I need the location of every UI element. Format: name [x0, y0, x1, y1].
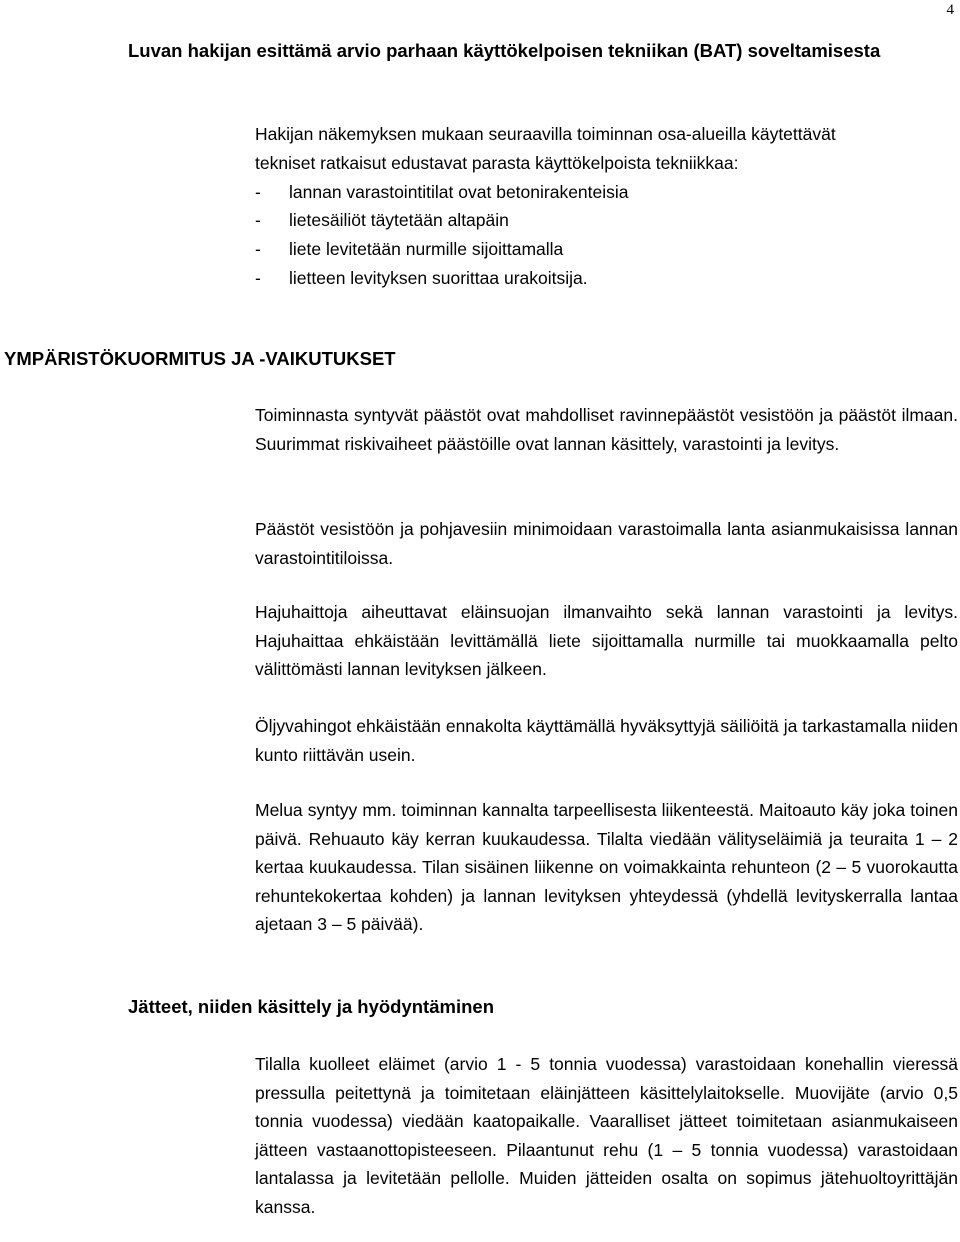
- env-paragraph-oil: Öljyvahingot ehkäistään ennakolta käyttämällä hyväksyttyjä säiliöitä ja tarkastamalla niiden kunto riittävän usein.: [255, 716, 958, 765]
- bullet-dash: -: [255, 181, 261, 202]
- bullet-dash: -: [255, 210, 261, 231]
- bullet-text: liete levitetään nurmille sijoittamalla: [289, 239, 564, 260]
- bat-bullet-item: [255, 264, 958, 293]
- bullet-dash: -: [255, 239, 261, 260]
- bullet-text: lietteen levityksen suorittaa urakoitsija.: [289, 267, 588, 288]
- bat-intro-line: tekniset ratkaisut edustavat parasta käyttökelpoista tekniikkaa:: [255, 152, 739, 173]
- bullet-text: lietesäiliöt täytetään altapäin: [289, 210, 509, 231]
- env-section-heading: YMPÄRISTÖKUORMITUS JA -VAIKUTUKSET: [4, 348, 396, 369]
- env-paragraph-emissions: Toiminnasta syntyvät päästöt ovat mahdolliset ravinnepäästöt vesistöön ja päästöt ilmaan. Suurimmat riskivaiheet päästöille ovat lannan käsittely, varastointi ja levitys.: [255, 405, 958, 454]
- bullet-dash: -: [255, 267, 261, 288]
- bullet-text: lannan varastointitilat ovat betonirakenteisia: [289, 181, 629, 202]
- page-number: 4: [946, 2, 954, 18]
- bat-bullet-item: [255, 178, 958, 207]
- env-paragraph-odour: Hajuhaittoja aiheuttavat eläinsuojan ilmanvaihto sekä lannan varastointi ja levitys. Hajuhaittaa ehkäistään levittämällä liete sijoittamalla nurmille tai muokkaamalla pelto välittömästi lannan levityksen jälkeen.: [255, 602, 958, 680]
- bat-bullet-item: [255, 235, 958, 264]
- waste-paragraph: Tilalla kuolleet eläimet (arvio 1 - 5 tonnia vuodessa) varastoidaan konehallin vieressä pressulla peitettynä ja toimitetaan eläinjätteen käsittelylaitokselle. Muovijäte (arvio 0,5 tonnia vuodessa) viedään kaatopaikalle. Vaaralliset jätteet toimitetaan asianmukaiseen jätteen vastaanottopisteeseen. Pilaantunut rehu (1 – 5 tonnia vuodessa) varastoidaan lantalassa ja levitetään pellolle. Muiden jätteiden osalta on sopimus jätehuoltoyrittäjän kanssa.: [255, 1054, 958, 1217]
- env-paragraph-noise: Melua syntyy mm. toiminnan kannalta tarpeellisesta liikenteestä. Maitoauto käy joka toinen päivä. Rehuauto käy kerran kuukaudessa. Tilalta viedään välityseläimiä ja teuraita 1 – 2 kertaa kuukaudessa. Tilan sisäinen liikenne on voimakkainta rehunteon (2 – 5 vuorokautta rehuntekokertaa kohden) ja lannan levityksen yhteydessä (yhdellä levityskerralla lantaa ajetaan 3 – 5 päivää).: [255, 800, 958, 935]
- bat-section-heading: Luvan hakijan esittämä arvio parhaan käyttökelpoisen tekniikan (BAT) soveltamisesta: [128, 40, 881, 61]
- waste-section-heading: Jätteet, niiden käsittely ja hyödyntäminen: [128, 996, 494, 1017]
- bat-intro-block: [255, 120, 958, 293]
- bat-intro-line: Hakijan näkemyksen mukaan seuraavilla toiminnan osa-alueilla käytettävät: [255, 124, 836, 144]
- bat-bullet-item: [255, 206, 958, 235]
- env-paragraph-water: Päästöt vesistöön ja pohjavesiin minimoidaan varastoimalla lanta asianmukaisissa lannan varastointitiloissa.: [255, 519, 958, 568]
